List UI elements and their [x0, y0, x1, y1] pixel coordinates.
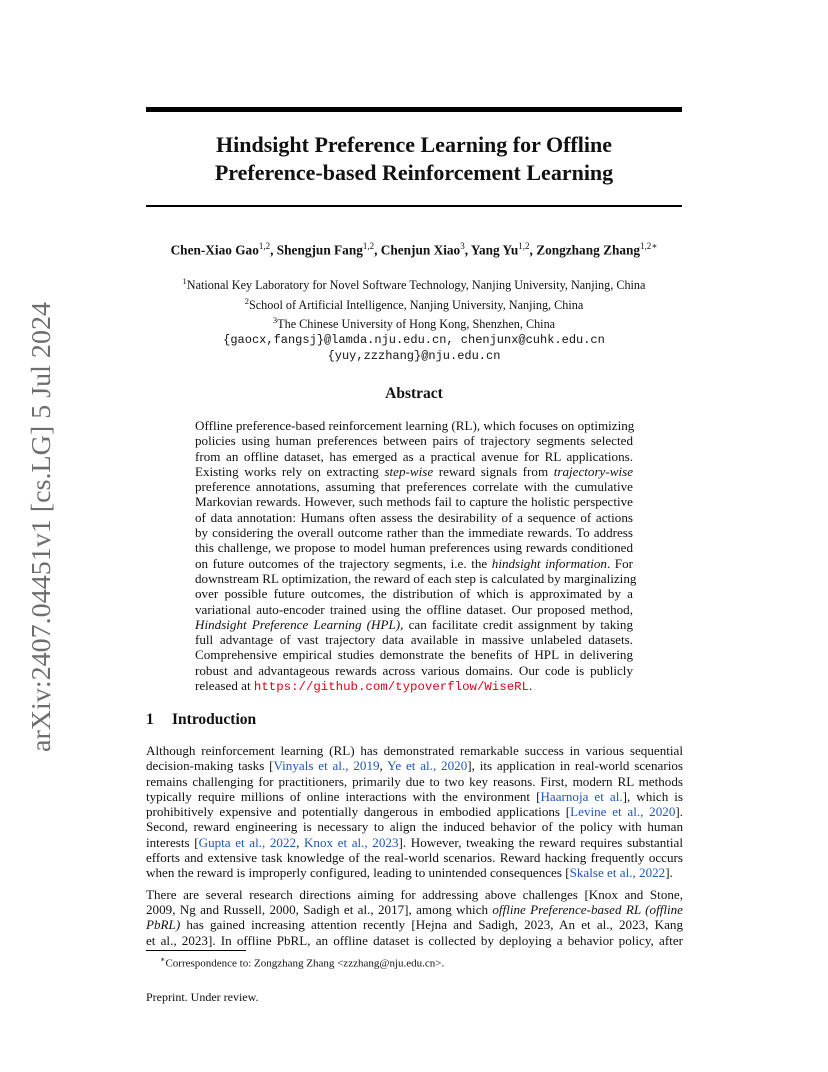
text-line: Second, reward engineering is necessary to align the induced behavior of the policy with human: [146, 819, 683, 835]
abstract-body: [195, 418, 637, 695]
abstract-line: preference annotations, assuming that preferences correlate with the cumulative: [195, 479, 633, 495]
text-line: Although reinforcement learning (RL) has demonstrated remarkable success in various sequential: [146, 743, 683, 758]
email-line: {gaocx,fangsj}@lamda.nju.edu.cn, chenjunx@cuhk.edu.cn: [223, 332, 605, 347]
abstract-line: robust and advantageous rewards across various domains. Our code is publicly: [195, 662, 633, 678]
abstract-line: by considering the overall outcome rather than the immediate rewards. To address: [195, 525, 633, 541]
arxiv-stamp: [20, 300, 60, 755]
citation[interactable]: Gupta et al., 2022: [198, 834, 297, 850]
abstract-line: this challenge, we propose to model human preferences using rewards conditioned: [195, 540, 633, 556]
text-line: et al., 2023]. In offline PbRL, an offline dataset is collected by deploying a behavior policy, after: [146, 932, 683, 948]
text-line: when the reward is improperly configured, leading to unintended consequences [Skalse et al., 2022].: [146, 865, 673, 881]
title-rule-bottom: [146, 205, 682, 207]
abstract-line: downstream RL optimization, the reward of each step is calculated by marginalizing: [195, 570, 637, 586]
preprint-notice: Preprint. Under review.: [146, 990, 259, 1004]
title-line: Hindsight Preference Learning for Offline: [216, 132, 612, 157]
abstract-heading: Abstract: [385, 385, 443, 402]
author-affiliation-marker: 1,2: [362, 241, 375, 251]
paper-title: [146, 131, 682, 187]
affiliations: [146, 274, 682, 364]
introduction-body: [146, 743, 683, 948]
text-line: 2009, Ng and Russell, 2000, Sadigh et al., 2017], among which offline Preference-based RL (offline: [146, 901, 683, 917]
section-heading: [146, 711, 256, 729]
abstract-line: released at https://github.com/typoverflow/WiseRL.: [195, 678, 533, 695]
abstract-line: Hindsight Preference Learning (HPL), can facilitate credit assignment by taking: [195, 616, 633, 632]
author-name: Yang Yu: [470, 242, 519, 258]
affiliation-3: $^3$The Chinese University of Hong Kong, Shenzhen, China: [272, 315, 556, 332]
paragraph-2: [146, 887, 683, 948]
abstract-line: from an offline dataset, has emerged as a practical avenue for RL applications.: [195, 448, 633, 464]
author-name: Chen-Xiao Gao: [170, 242, 259, 258]
author-affiliation-marker: 1,2: [518, 241, 530, 251]
author-name: Shengjun Fang: [276, 242, 363, 258]
citation[interactable]: Haarnoja et al.: [540, 788, 623, 804]
abstract-line: full advantage of vast trajectory data available in massive unlabeled datasets.: [195, 632, 633, 648]
text-line: prohibitively expensive and potentially dangerous in embodied applications [Levine et al., 2020].: [146, 804, 684, 820]
abstract-line: variational auto-encoder trained using the offline dataset. Our proposed method,: [195, 601, 633, 617]
abstract-line: Markovian rewards. However, such methods fail to capture the holistic perspective: [195, 494, 633, 510]
footnote-rule: [146, 950, 246, 951]
affiliation-1: $^1$National Key Laboratory for Novel Software Technology, Nanjing University, Nanjing, China: [182, 276, 646, 293]
text-line: PbRL) has gained increasing attention recently [Hejna and Sadigh, 2023, An et al., 2023, Kang: [146, 917, 683, 933]
abstract-line: over possible future outcomes, the distribution of which is approximated by a: [195, 586, 633, 602]
email-line: {yuy,zzzhang}@nju.edu.cn: [327, 348, 501, 363]
abstract-line: of data annotation: Humans often assess the desirability of a sequence of actions: [195, 509, 633, 525]
citation[interactable]: Knox et al., 2023: [303, 834, 399, 850]
author-affiliation-marker: 3: [460, 241, 465, 251]
footnote: ∗Correspondence to: Zongzhang Zhang <zzzhang@nju.edu.cn>.: [160, 955, 445, 970]
text-line: There are several research directions aiming for addressing above challenges [Knox and Stone,: [146, 886, 683, 902]
paragraph-1: [146, 743, 683, 881]
arxiv-stamp-text: arXiv:2407.04451v1 [cs.LG] 5 Jul 2024: [26, 318, 56, 752]
title-line: Preference-based Reinforcement Learning: [214, 160, 614, 185]
title-rule-top: [146, 107, 682, 112]
text-line: decision-making tasks [Vinyals et al., 2019, Ye et al., 2020], its application in real-world scenarios: [146, 758, 683, 774]
text-line: efforts and extensive task knowledge of the real-world scenarios. Reward hacking frequently occurs: [146, 850, 683, 866]
section-number: 1: [146, 711, 154, 728]
text-line: interests [Gupta et al., 2022, Knox et al., 2023]. However, tweaking the reward requires substantial: [146, 834, 684, 850]
section-title: Introduction: [172, 711, 257, 728]
citation[interactable]: Ye et al., 2020: [387, 758, 468, 774]
author-name: Chenjun Xiao: [380, 242, 461, 258]
abstract-line: Comprehensive empirical studies demonstrate the benefits of HPL in delivering: [195, 647, 633, 663]
abstract-line: Existing works rely on extracting step-wise reward signals from trajectory-wise: [195, 463, 634, 479]
code-link[interactable]: https://github.com/typoverflow/WiseRL: [253, 680, 530, 695]
abstract-line: Offline preference-based reinforcement learning (RL), which focuses on optimizing: [195, 418, 635, 433]
citation[interactable]: Levine et al., 2020: [570, 804, 676, 820]
text-line: typically require millions of online interactions with the environment [Haarnoja et al.], which is: [146, 788, 684, 804]
abstract-line: policies using human preferences between pairs of trajectory segments selected: [195, 433, 633, 449]
abstract-line: on future outcomes of the trajectory segments, i.e. the hindsight information. For: [195, 555, 633, 571]
author-affiliation-marker: 1,2: [258, 241, 271, 251]
author-affiliation-marker: 1,2∗: [640, 241, 658, 251]
author-name: Zongzhang Zhang: [536, 242, 641, 258]
citation[interactable]: Vinyals et al., 2019: [273, 758, 380, 774]
affiliation-2: $^2$School of Artificial Intelligence, Nanjing University, Nanjing, China: [244, 295, 584, 312]
citation[interactable]: Skalse et al., 2022: [569, 865, 666, 881]
author-list: Chen-Xiao Gao$^{1,2}$, Shengjun Fang$^{1,2}$, Chenjun Xiao$^3$, Yang Yu$^{1,2}$, Zongzhang Zhang$^{1,2∗}$: [170, 241, 658, 258]
text-line: remains challenging for practitioners, primarily due to two key reasons. First, modern RL methods: [146, 773, 683, 789]
